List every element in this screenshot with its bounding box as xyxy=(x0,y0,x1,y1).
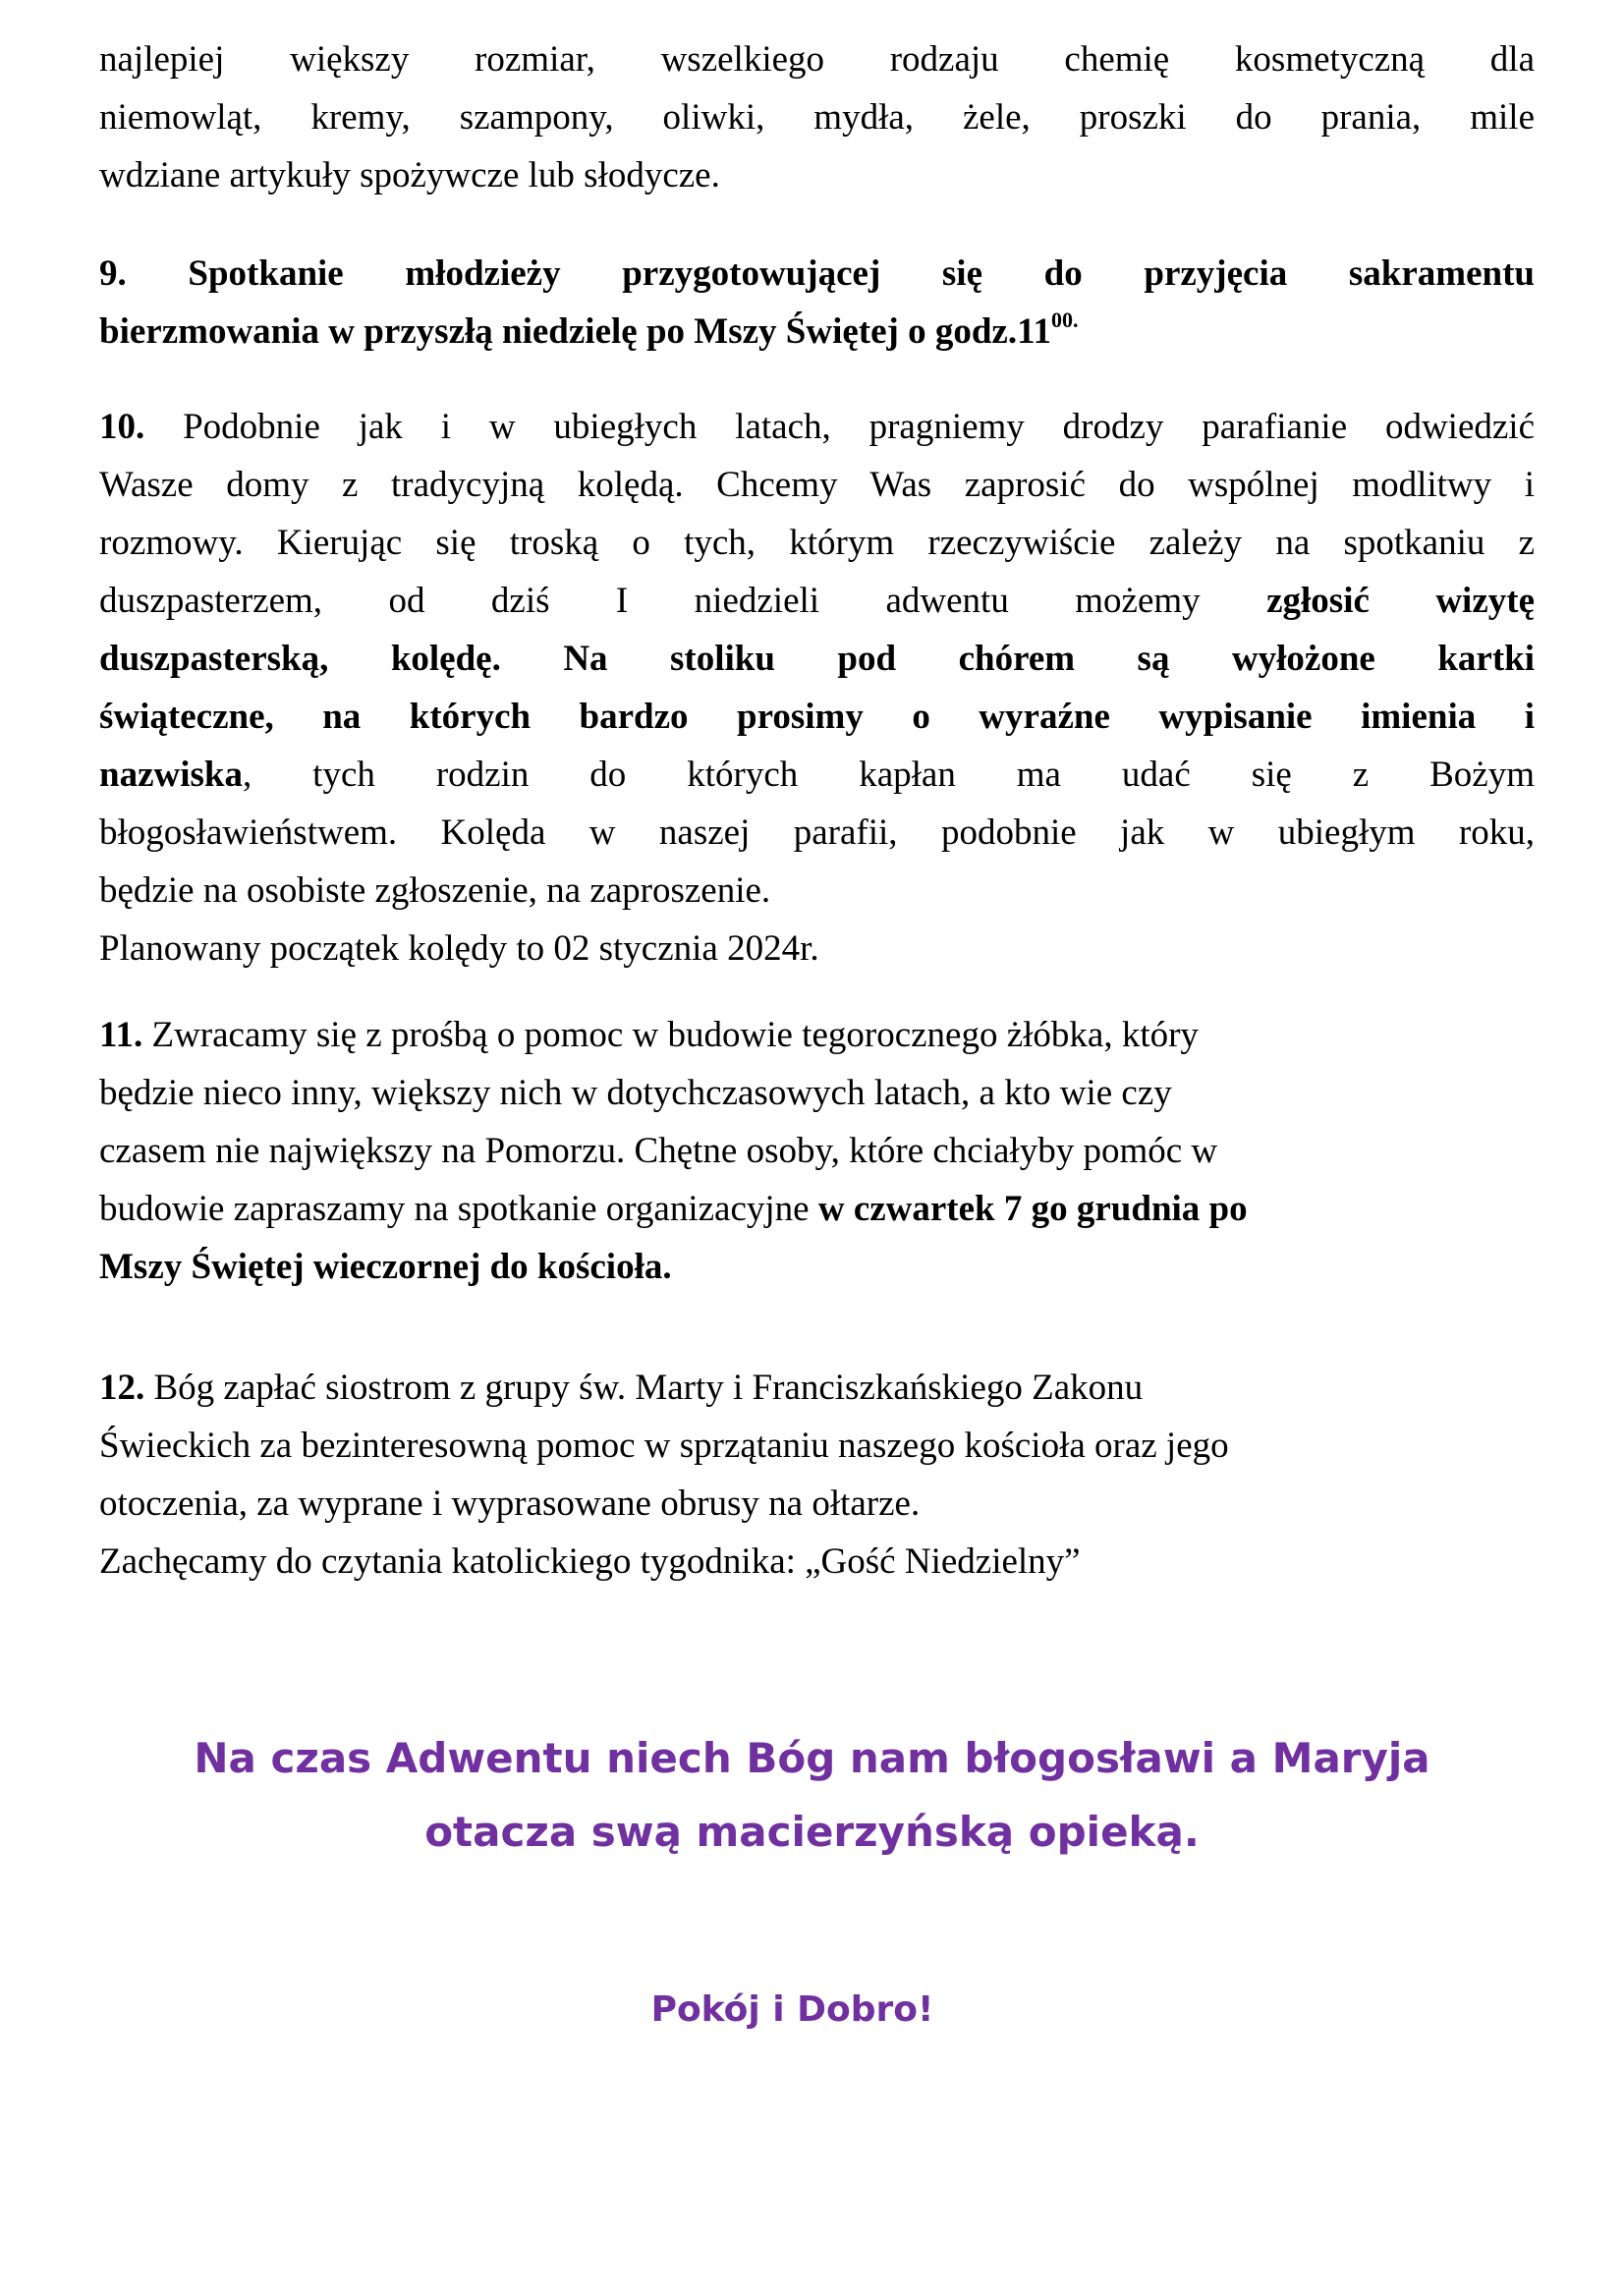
announcement-12-line: otoczenia, za wyprane i wyprasowane obrusy na ołtarze. xyxy=(99,1483,921,1524)
time-superscript: 00. xyxy=(1051,308,1079,332)
announcement-9 xyxy=(99,245,1535,361)
announcement-10-line: duszpasterską, kolędę. Na stoliku pod chórem są wyłożone kartki xyxy=(99,639,1535,679)
announcement-11-text: Zwracamy się z prośbą o pomoc w budowie tegorocznego żłóbka, który xyxy=(151,1015,1199,1055)
announcement-10 xyxy=(99,398,1535,978)
intro-line: wdziane artykuły spożywcze lub słodycze. xyxy=(99,155,720,196)
announcement-11-line xyxy=(99,1006,1535,1064)
announcement-9-text: bierzmowania w przyszłą niedzielę po Mszy Świętej o godz.11 xyxy=(99,311,1052,352)
announcement-number: 10. xyxy=(99,407,145,447)
intro-line: najlepiej większy rozmiar, wszelkiego rodzaju chemię kosmetyczną dla xyxy=(99,39,1535,80)
announcement-10-text: duszpasterzem, od dziś I niedzieli adwentu możemy xyxy=(99,581,1201,621)
announcement-10-line xyxy=(99,572,1535,630)
announcement-11-line xyxy=(99,1180,1535,1238)
announcement-9-line xyxy=(99,303,1535,361)
announcement-10-text: Podobnie jak i w ubiegłych latach, pragniemy drodzy parafianie odwiedzić xyxy=(183,407,1536,447)
intro-paragraph xyxy=(99,30,1535,204)
announcement-12 xyxy=(99,1359,1535,1591)
announcement-11-line: Mszy Świętej wieczornej do kościoła. xyxy=(99,1247,672,1287)
announcement-10-line: rozmowy. Kierując się troską o tych, którym rzeczywiście zależy na spotkaniu z xyxy=(99,523,1535,563)
closing-blessing xyxy=(0,1721,1624,1869)
closing-greeting: Pokój i Dobro! xyxy=(650,1989,934,2030)
announcement-10-line: będzie na osobiste zgłoszenie, na zaproszenie. xyxy=(99,870,771,911)
announcement-11-line: czasem nie największy na Pomorzu. Chętne osoby, które chciałyby pomóc w xyxy=(99,1131,1218,1171)
announcement-10-line: Planowany początek kolędy to 02 stycznia 2024r. xyxy=(99,928,819,969)
closing-blessing-line: otacza swą macierzyńską opieką. xyxy=(424,1808,1200,1856)
announcement-10-line: świąteczne, na których bardzo prosimy o wyraźne wypisanie imienia i xyxy=(99,697,1535,737)
announcement-11-bold: w czwartek 7 go grudnia po xyxy=(817,1189,1248,1229)
announcement-10-bold: zgłosić wizytę xyxy=(1266,581,1535,621)
announcement-11 xyxy=(99,1006,1535,1296)
announcement-10-line xyxy=(99,746,1535,804)
announcement-10-line: Wasze domy z tradycyjną kolędą. Chcemy Was zaprosić do wspólnej modlitwy i xyxy=(99,465,1535,505)
announcement-12-line xyxy=(99,1359,1535,1417)
announcement-10-line: błogosławieństwem. Kolęda w naszej parafii, podobnie jak w ubiegłym roku, xyxy=(99,812,1535,853)
announcement-12-text: Bóg zapłać siostrom z grupy św. Marty i Franciszkańskiego Zakonu xyxy=(153,1368,1144,1408)
announcement-12-line: Zachęcamy do czytania katolickiego tygodnika: „Gość Niedzielny” xyxy=(99,1541,1081,1582)
closing-blessing-line: Na czas Adwentu niech Bóg nam błogosławi a Maryja xyxy=(194,1734,1430,1782)
intro-line: niemowląt, kremy, szampony, oliwki, mydła, żele, proszki do prania, mile xyxy=(99,97,1535,138)
announcement-10-bold: nazwiska xyxy=(99,755,243,795)
announcement-11-line: będzie nieco inny, większy nich w dotychczasowych latach, a kto wie czy xyxy=(99,1073,1172,1113)
announcement-10-text: , tych rodzin do których kapłan ma udać się z Bożym xyxy=(242,755,1535,795)
announcement-10-line xyxy=(99,398,1535,456)
announcement-12-line: Świeckich za bezinteresowną pomoc w sprzątaniu naszego kościoła oraz jego xyxy=(99,1426,1229,1466)
announcement-number: 11. xyxy=(99,1015,143,1055)
announcement-number: 12. xyxy=(99,1368,145,1408)
announcement-9-line: 9. Spotkanie młodzieży przygotowującej się do przyjęcia sakramentu xyxy=(99,253,1535,294)
announcement-11-text: budowie zapraszamy na spotkanie organizacyjne xyxy=(99,1189,810,1229)
